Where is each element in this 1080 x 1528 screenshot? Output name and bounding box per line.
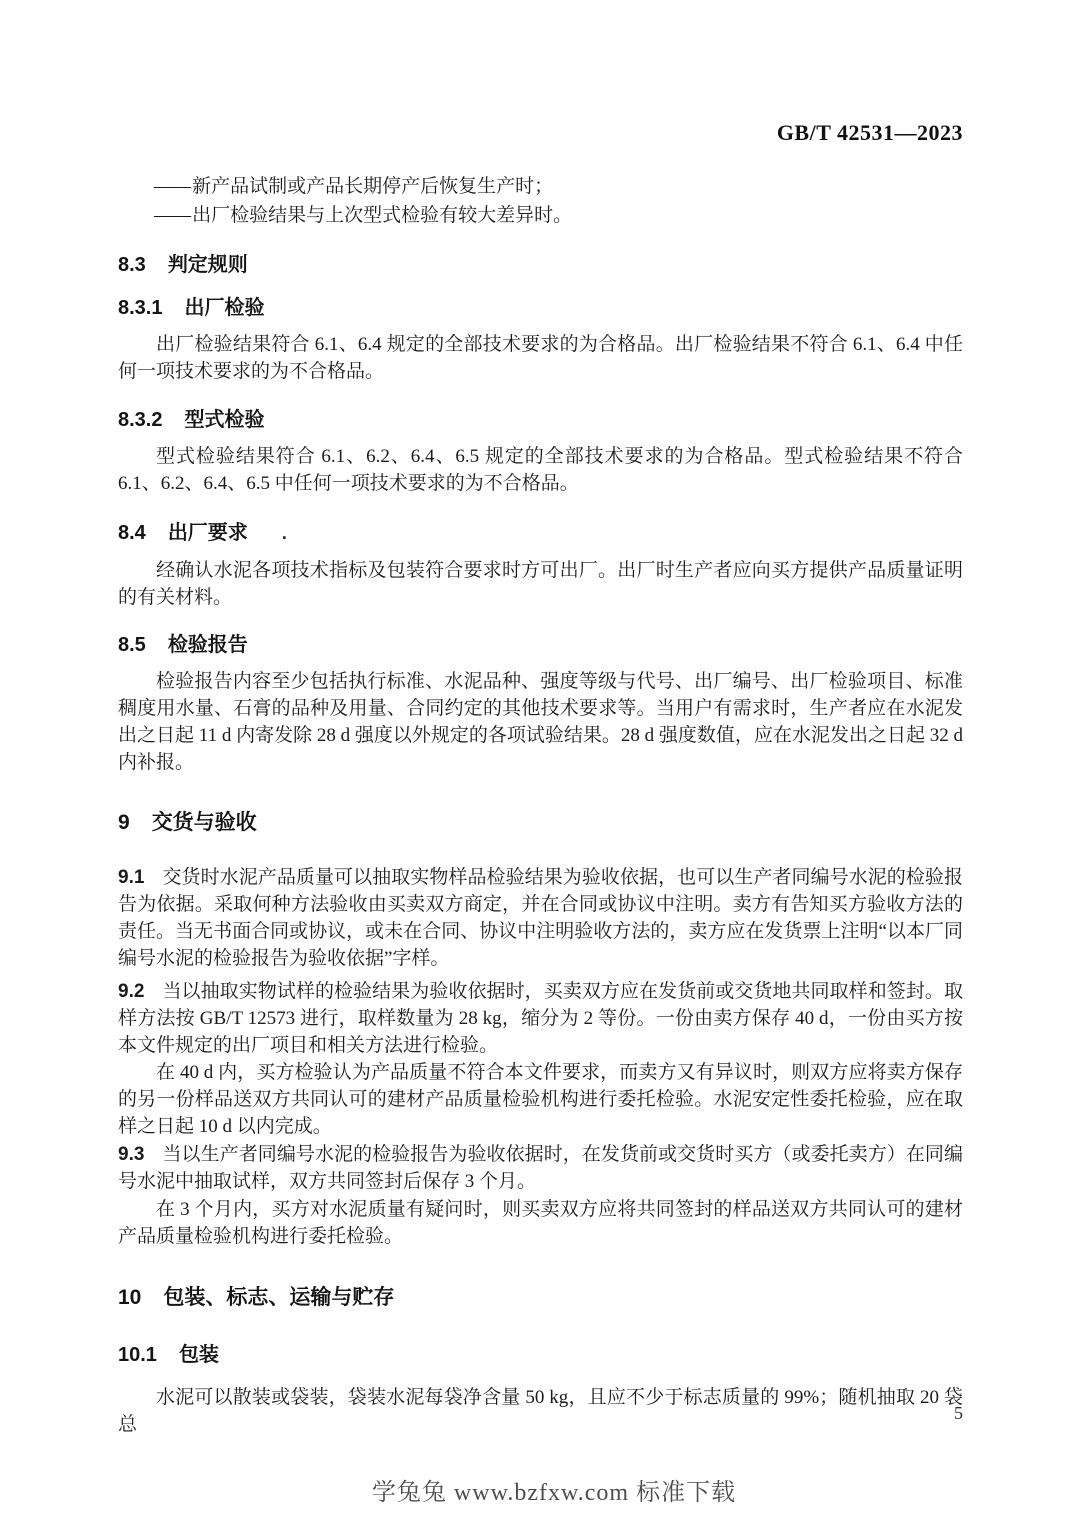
paragraph-8-5: 检验报告内容至少包括执行标准、水泥品种、强度等级与代号、出厂编号、出厂检验项目、标准稠度用水量、石膏的品种及用量、合同约定的其他技术要求等。当用户有需求时，生产者应在水泥发出之日起 11 d 内寄发除 28 d 强度以外规定的各项试验结果。28 d 强度数值，应在水泥发出之日起 32 d 内补报。 (118, 671, 963, 773)
paragraph-10-1: 水泥可以散装或袋装，袋装水泥每袋净含量 50 kg，且应不少于标志质量的 99%；随机抽取 20 袋总 (118, 1387, 963, 1435)
dash-icon: —— (154, 176, 191, 197)
clause-number: 9.3 (118, 1144, 145, 1165)
page-number: 5 (954, 1403, 963, 1423)
paragraph-8-4: 经确认水泥各项技术指标及包装符合要求时方可出厂。出厂时生产者应向买方提供产品质量证明的有关材料。 (118, 560, 963, 608)
heading-10 (118, 1281, 963, 1311)
heading-title: 出厂检验 (184, 297, 265, 319)
clause-9-2-paragraph-2: 在 40 d 内，买方检验认为产品质量不符合本文件要求，而卖方又有异议时，则双方应将卖方保存的另一份样品送双方共同认可的建材产品质量检验机构进行委托检验。水泥安定性委托检验，应在取样之日起 10 d 以内完成。 (118, 1062, 963, 1137)
heading-title: 判定规则 (167, 254, 248, 276)
heading-8-3-1 (118, 291, 963, 320)
watermark-footer: 学兔兔 www.bzfxw.com 标准下载 (371, 1480, 737, 1506)
heading-8-4 (118, 516, 963, 545)
clause-number: 9.2 (118, 981, 145, 1002)
standard-number-header: GB/T 42531—2023 (776, 120, 963, 145)
heading-number: 8.3.1 (118, 297, 163, 319)
heading-9 (118, 806, 963, 836)
heading-title: 型式检验 (184, 409, 265, 431)
clause-text: 当以抽取实物试样的检验结果为验收依据时，买卖双方应在发货前或交货地共同取样和签封。取样方法按 GB/T 12573 进行，取样数量为 28 kg，缩分为 2 等份。一份由卖方保存 40 d，一份由买方按本文件规定的出厂项目和相关方法进行检验。 (118, 981, 963, 1056)
heading-number: 8.5 (118, 634, 146, 656)
heading-number: 8.4 (118, 522, 146, 544)
heading-8-3-2 (118, 403, 963, 432)
heading-number: 9 (118, 811, 130, 834)
heading-10-1 (118, 1338, 963, 1367)
dash-list (118, 172, 963, 230)
heading-number: 10 (118, 1286, 142, 1309)
paragraph-8-3-2: 型式检验结果符合 6.1、6.2、6.4、6.5 规定的全部技术要求的为合格品。型式检验结果不符合 6.1、6.2、6.4、6.5 中任何一项技术要求的为不合格品。 (118, 446, 963, 494)
clause-9-2 (118, 978, 963, 1059)
heading-title: 包装 (178, 1344, 219, 1366)
list-item (118, 172, 963, 201)
list-item-text: 新产品试制或产品长期停产后恢复生产时； (192, 176, 554, 197)
list-item (118, 201, 963, 230)
clause-text: 当以生产者同编号水泥的检验报告为验收依据时，在发货前或交货时买方（或委托卖方）在同编号水泥中抽取试样，双方共同签封后保存 3 个月。 (118, 1144, 963, 1192)
paragraph-8-3-1: 出厂检验结果符合 6.1、6.4 规定的全部技术要求的为合格品。出厂检验结果不符合 6.1、6.4 中任何一项技术要求的为不合格品。 (118, 334, 963, 382)
clause-number: 9.1 (118, 867, 145, 888)
list-item-text: 出厂检验结果与上次型式检验有较大差异时。 (192, 205, 573, 226)
clause-9-3 (118, 1141, 963, 1195)
heading-title: 包装、标志、运输与贮存 (163, 1286, 395, 1309)
page-content (118, 0, 963, 1528)
heading-number: 8.3 (118, 254, 146, 276)
clause-9-3-paragraph-2: 在 3 个月内，买方对水泥质量有疑问时，则买卖双方应将共同签封的样品送双方共同认可的建材产品质量检验机构进行委托检验。 (118, 1199, 963, 1247)
stray-dot-artifact: . (281, 523, 287, 543)
heading-number: 10.1 (118, 1344, 157, 1366)
heading-title: 交货与验收 (151, 811, 257, 834)
heading-title: 出厂要求 (167, 522, 248, 544)
heading-8-5 (118, 628, 963, 657)
clause-text: 交货时水泥产品质量可以抽取实物样品检验结果为验收依据，也可以生产者同编号水泥的检验报告为依据。采取何种方法验收由买卖双方商定，并在合同或协议中注明。卖方有告知买方验收方法的责任。当无书面合同或协议，或未在合同、协议中注明验收方法的，卖方应在发货票上注明“以本厂同编号水泥的检验报告为验收依据”字样。 (118, 867, 963, 969)
dash-icon: —— (154, 205, 191, 226)
heading-title: 检验报告 (167, 634, 248, 656)
heading-number: 8.3.2 (118, 409, 163, 431)
heading-8-3 (118, 248, 963, 277)
clause-9-1 (118, 864, 963, 972)
